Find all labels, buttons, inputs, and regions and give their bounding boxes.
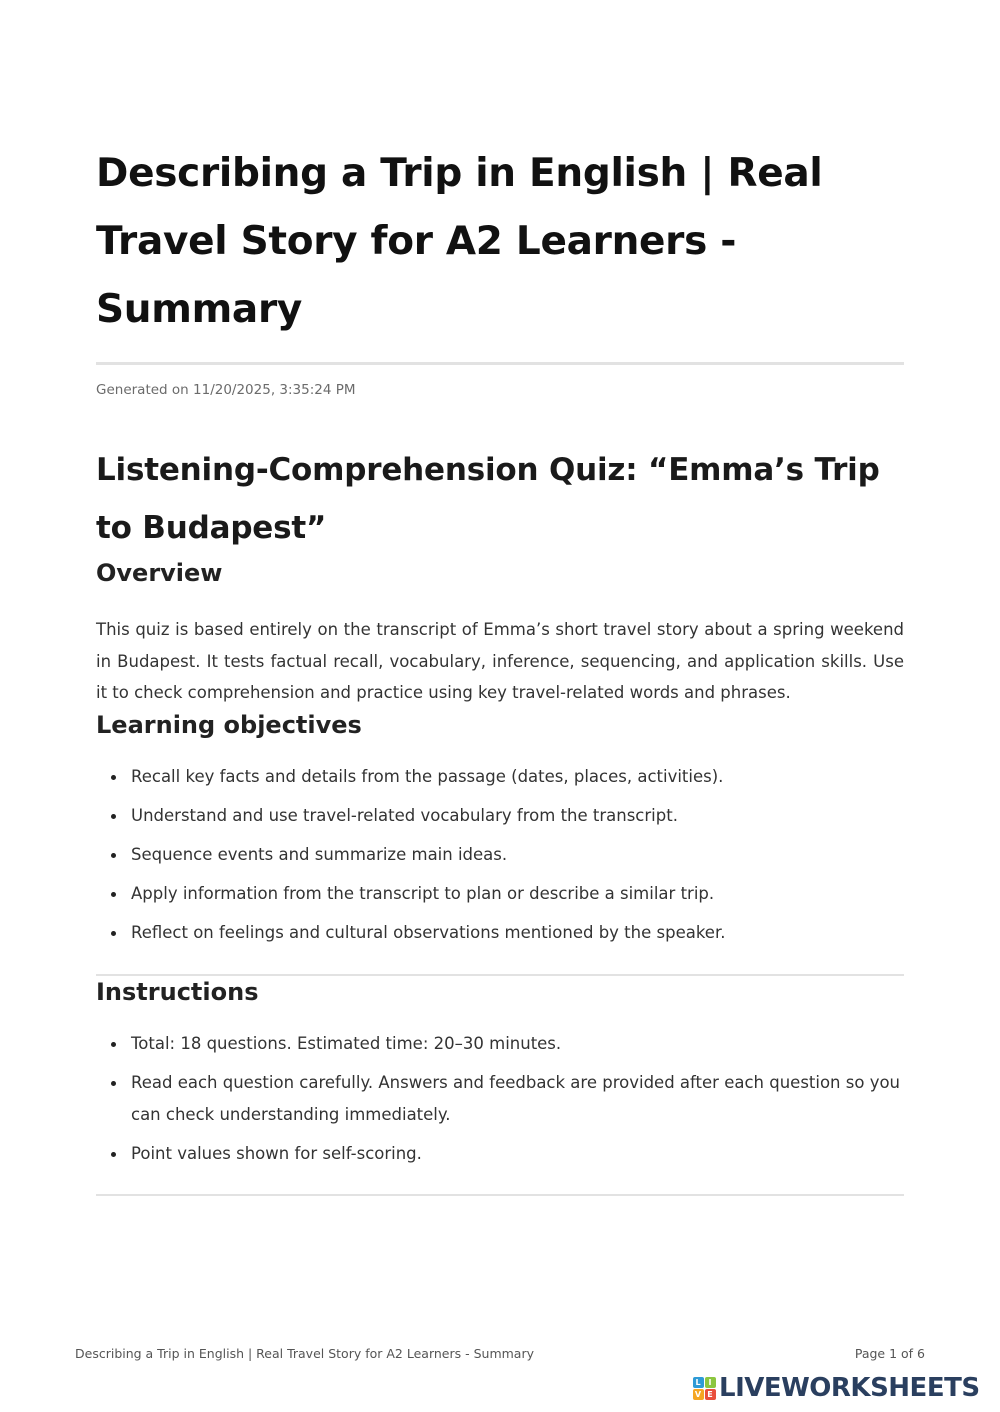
learning-objectives-list [96,761,904,949]
quiz-title: Listening-Comprehension Quiz: “Emma’s Trip to Budapest” [96,452,880,546]
footer-document-title: Describing a Trip in English | Real Travel Story for A2 Learners - Summary [75,1346,534,1361]
generated-timestamp: Generated on 11/20/2025, 3:35:24 PM [96,382,356,398]
overview-paragraph: This quiz is based entirely on the transcript of Emma’s short travel story about a spring weekend in Budapest. It tests factual recall, vocabulary, inference, sequencing, and application skills. Use it to check comprehension and practice using key travel-related words and phrases. [96,620,904,702]
liveworksheets-logo-text: LIVEWORKSHEETS [719,1373,980,1403]
page-number: Page 1 of 6 [854,1346,925,1361]
instructions-list [96,1028,904,1170]
learning-objectives-heading: Learning objectives [96,710,362,739]
document-title: Describing a Trip in English | Real Travel Story for A2 Learners - Summary [96,151,823,332]
list-item: Total: 18 questions. Estimated time: 20–30 minutes. [131,1028,904,1060]
logo-tile: V [693,1389,704,1400]
liveworksheets-logo[interactable] [692,1372,980,1404]
list-item: Reflect on feelings and cultural observations mentioned by the speaker. [131,917,904,949]
logo-tile: I [705,1377,716,1388]
section-divider [96,1194,904,1196]
logo-tile: E [705,1389,716,1400]
overview-heading: Overview [96,559,223,587]
instructions-heading: Instructions [96,977,259,1006]
logo-tile: L [693,1377,704,1388]
list-item: Point values shown for self-scoring. [131,1138,904,1170]
list-item: Sequence events and summarize main ideas. [131,839,904,871]
liveworksheets-logo-icon [692,1376,716,1400]
list-item: Apply information from the transcript to plan or describe a similar trip. [131,878,904,910]
list-item: Read each question carefully. Answers and feedback are provided after each question so you can check understanding immediately. [131,1067,904,1131]
document-page [96,140,904,1196]
list-item: Recall key facts and details from the passage (dates, places, activities). [131,761,904,793]
title-divider [96,362,904,365]
list-item: Understand and use travel-related vocabulary from the transcript. [131,800,904,832]
